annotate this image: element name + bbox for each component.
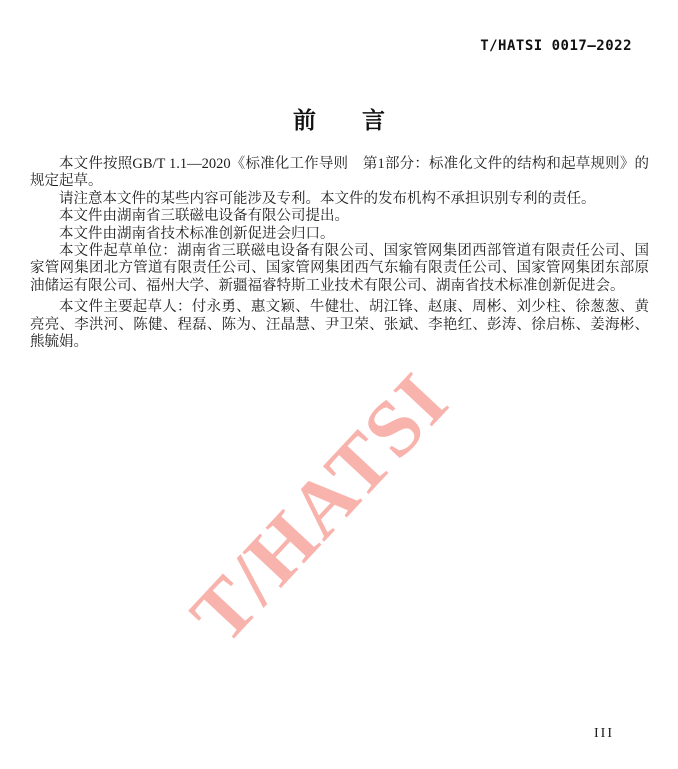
page-footer — [594, 724, 614, 742]
paragraph-drafting-organizations: 本文件起草单位：湖南省三联磁电设备有限公司、国家管网集团西部管道有限责任公司、国家管网集团北方管道有限责任公司、国家管网集团西气东输有限责任公司、国家管网集团东部原油储运有限公司、福州大学、新疆福睿特斯工业技术有限公司、湖南省技术标准创新促进会。 — [30, 243, 649, 294]
page-number: III — [594, 726, 614, 741]
watermark — [162, 344, 478, 673]
paragraph-drafting-rules: 本文件按照GB/T 1.1—2020《标准化工作导则 第1部分：标准化文件的结构和起草规则》的规定起草。 — [30, 156, 649, 190]
document-code: T/HATSI 0017—2022 — [480, 38, 632, 54]
paragraph-centralized-by: 本文件由湖南省技术标准创新促进会归口。 — [59, 225, 335, 242]
watermark-text: T/HATSI — [174, 356, 466, 660]
paragraph-patent-notice: 请注意本文件的某些内容可能涉及专利。本文件的发布机构不承担识别专利的责任。 — [59, 190, 596, 207]
paragraph-proposed-by: 本文件由湖南省三联磁电设备有限公司提出。 — [59, 208, 349, 225]
page-title: 前 言 — [293, 108, 385, 133]
page-header — [0, 0, 678, 55]
paragraph-main-drafters: 本文件主要起草人：付永勇、惠文颖、牛健壮、胡江锋、赵康、周彬、刘少柱、徐葱葱、黄亮亮、李洪河、陈健、程磊、陈为、汪晶慧、尹卫荣、张斌、李艳红、彭涛、徐启栋、姜海彬、熊毓娟。 — [30, 299, 649, 351]
foreword-body — [0, 156, 678, 351]
